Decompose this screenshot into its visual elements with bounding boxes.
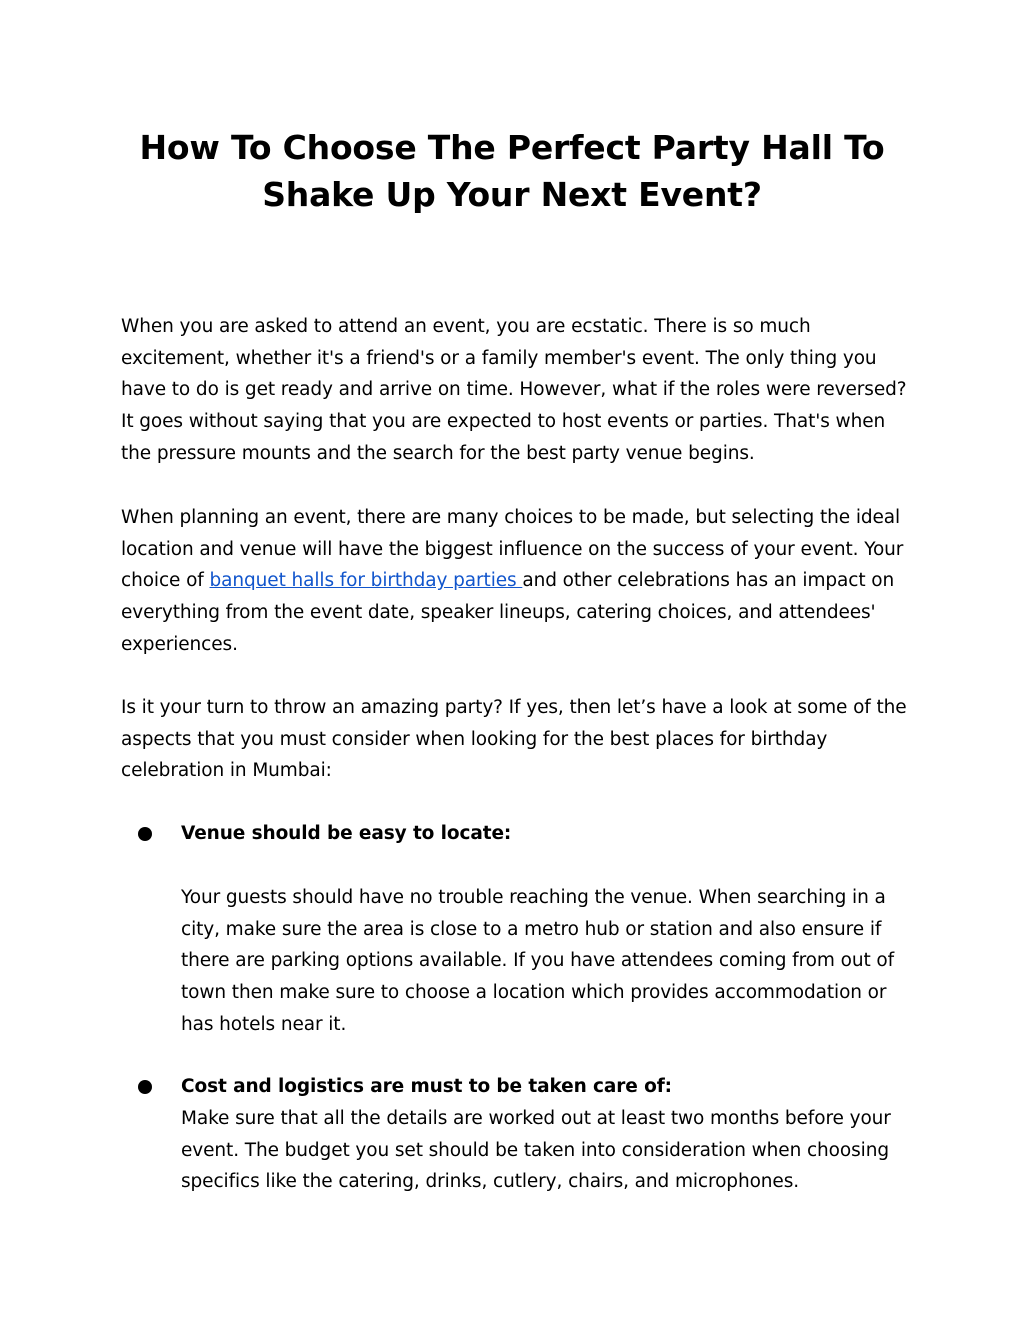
intro-paragraph: When you are asked to attend an event, you are ecstatic. There is so much excitement, whether it's a friend's or a family member's event. The only thing you have to do is get ready and arrive on time. However, what if the roles were reversed? It goes without saying that you are expected to host events or parties. That's when the pressure mounts and the search for the best party venue begins. — [121, 316, 907, 464]
bullet-body: Make sure that all the details are worked out at least two months before your event. The budget you set should be taken into consideration when choosing specifics like the catering, drinks, cutlery, chairs, and microphones. — [181, 1108, 891, 1193]
bullet-body: Your guests should have no trouble reaching the venue. When searching in a city, make sure the area is close to a metro hub or station and also ensure if there are parking options available. If you have attendees coming from out of town then make sure to choose a location which provides accommodation or has hotels near it. — [181, 887, 895, 1035]
planning-paragraph — [121, 502, 911, 661]
page-title: How To Choose The Perfect Party Hall To Shake Up Your Next Event? — [139, 128, 885, 214]
aspects-paragraph: Is it your turn to throw an amazing party? If yes, then let’s have a look at some of the aspects that you must consider when looking for the best places for birthday celebration in Mumbai: — [121, 697, 907, 782]
bullet-dot-icon — [138, 827, 152, 841]
bullet-heading: Venue should be easy to locate: — [181, 823, 512, 844]
bullet-dot-icon — [138, 1080, 152, 1094]
banquet-halls-link[interactable]: banquet halls for birthday parties — [209, 570, 523, 592]
planning-text-end: and other celebrations has an impact on everything from the event date, speaker lineups, catering choices, and attendees' experiences. — [121, 570, 895, 655]
planning-text-start: When planning an event, there are many choices to be made, but selecting the ideal location and venue will have the biggest influence on the success of your event. Your choice of — [121, 507, 904, 592]
bullet-heading: Cost and logistics are must to be taken care of: — [181, 1076, 672, 1097]
